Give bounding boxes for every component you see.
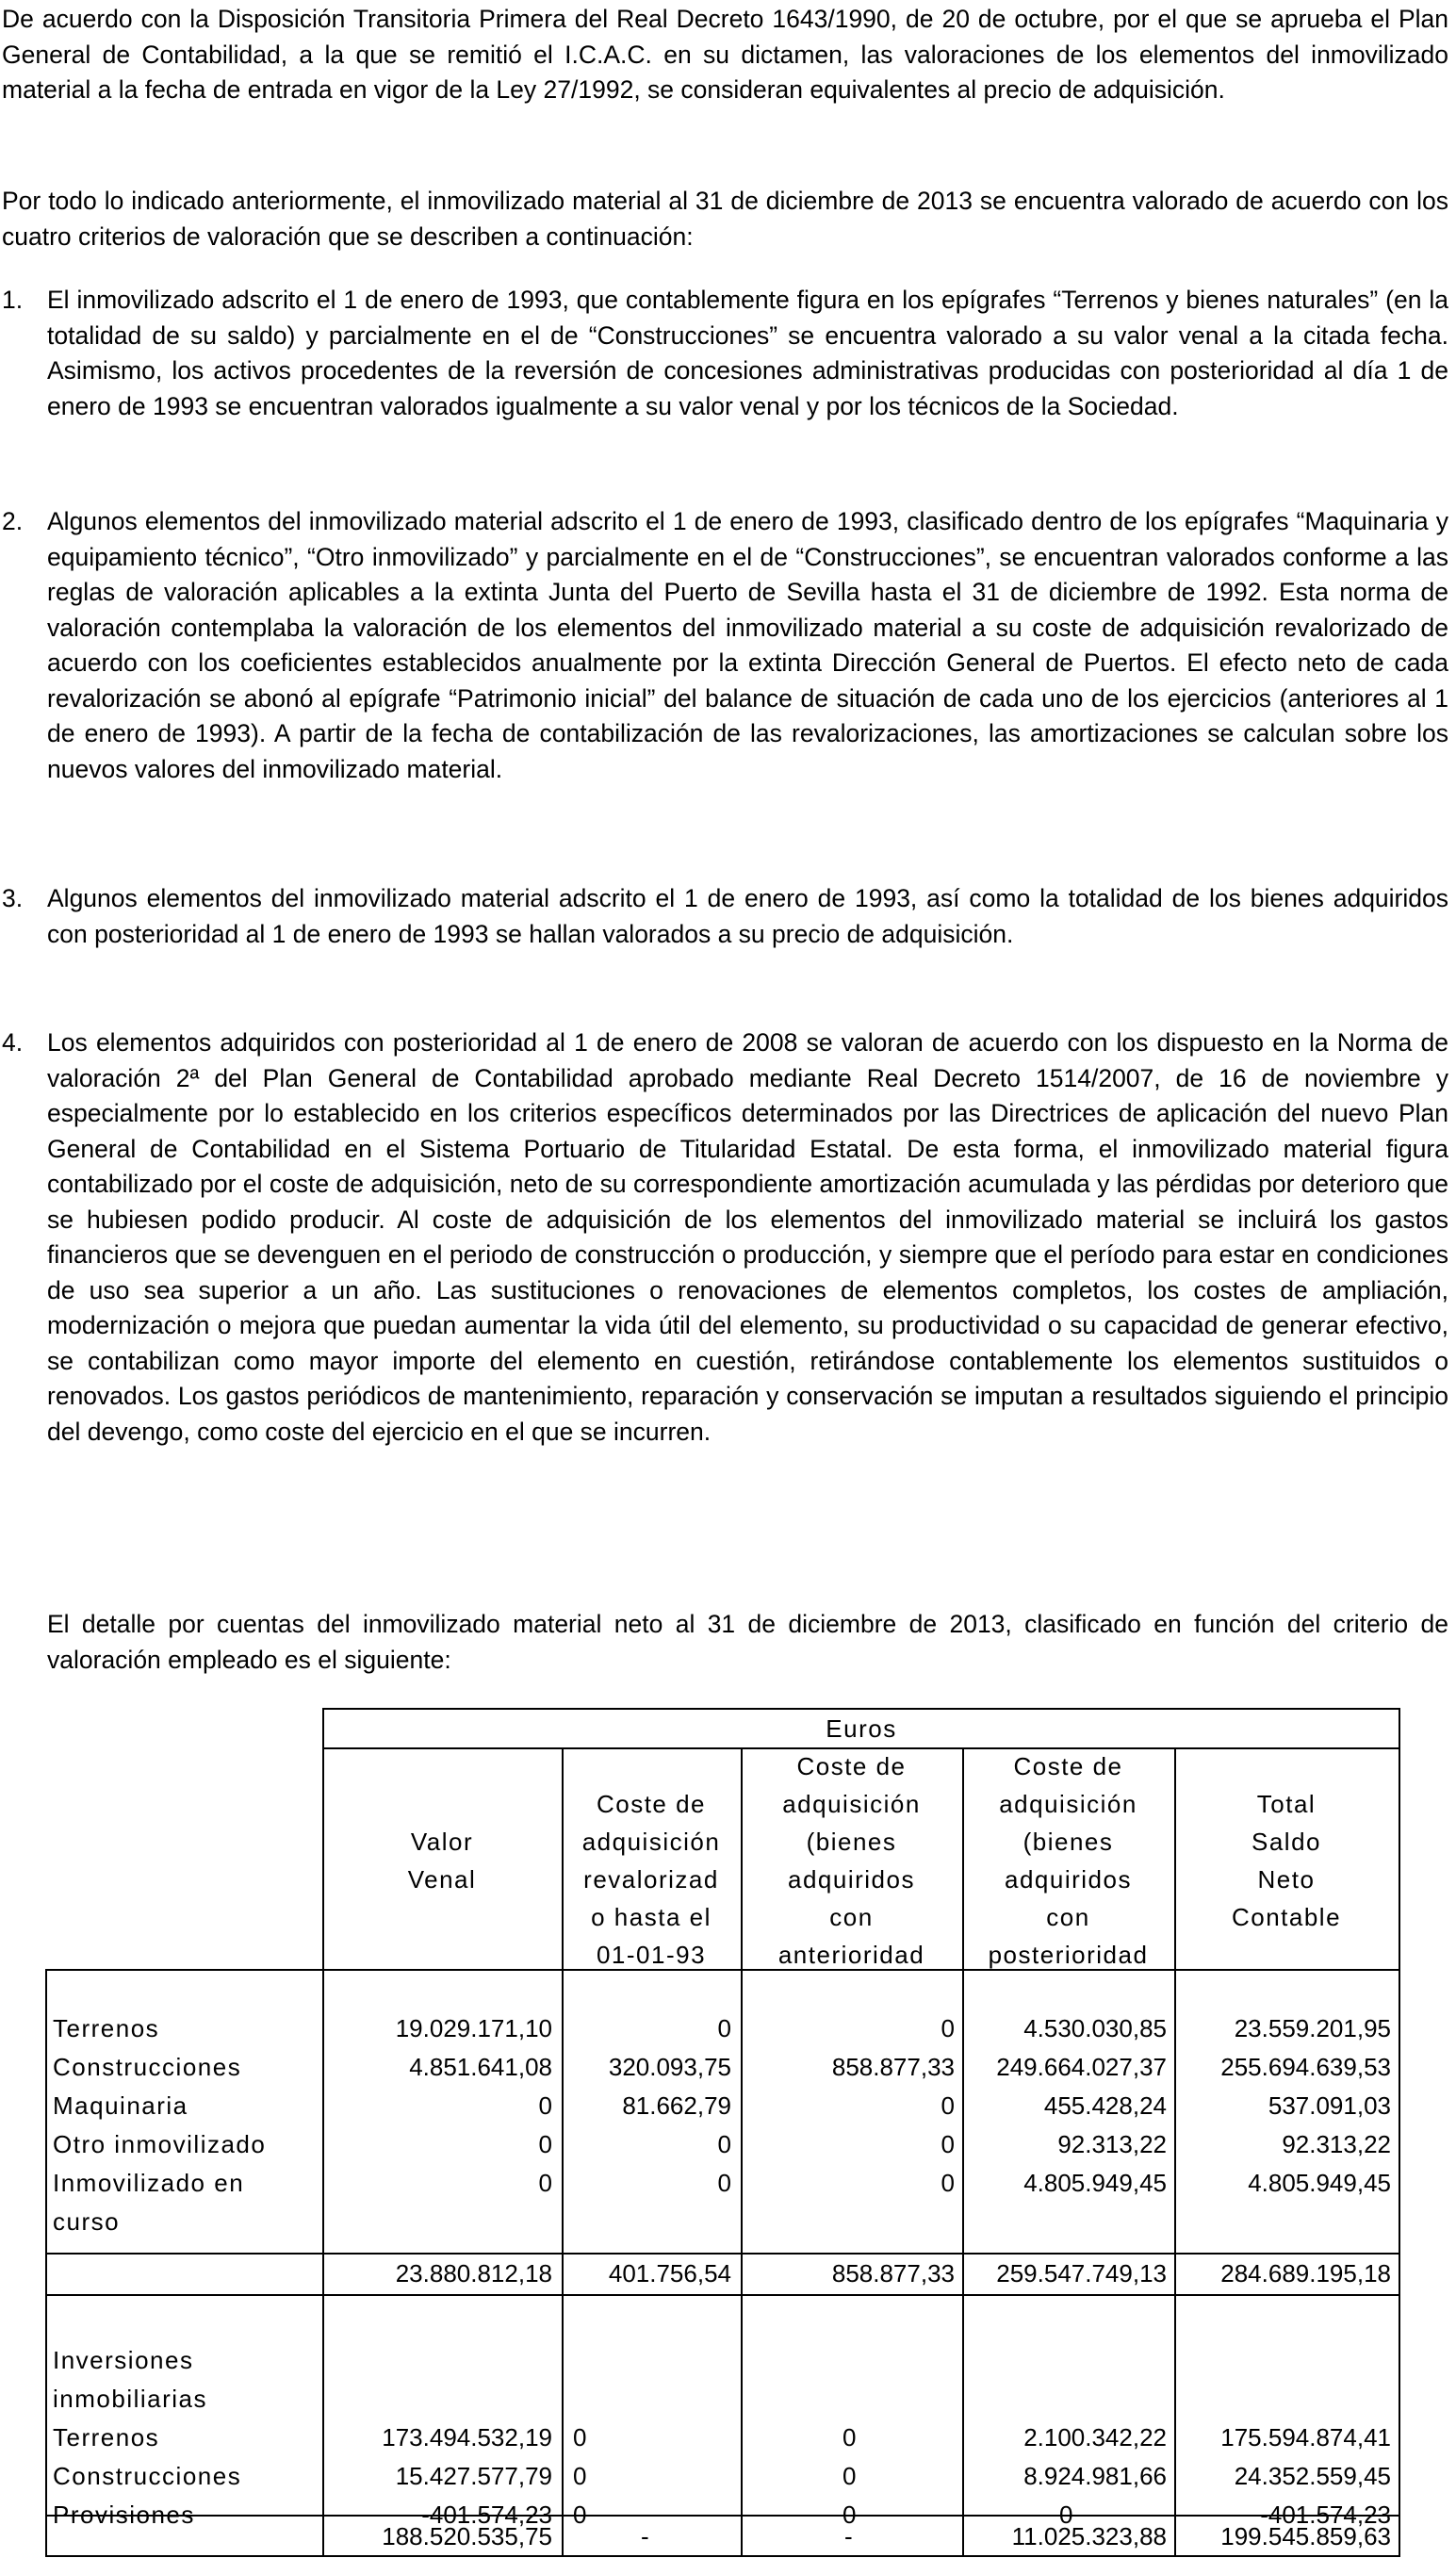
inmovilizado-table [45, 1708, 1400, 2557]
row-label: curso [53, 2207, 121, 2236]
section-heading: Inversiones [53, 2346, 194, 2374]
table-cell: 173.494.532,19 [382, 2423, 552, 2451]
subtotal-cell: 858.877,33 [831, 2259, 955, 2287]
col-header-revalorizado: Coste de adquisición revalorizad o hasta el 01-01-93 [581, 1790, 721, 1969]
table-cell: 0 [941, 2130, 955, 2158]
row-label: Otro inmovilizado [53, 2130, 267, 2158]
table-cell: 175.594.874,41 [1220, 2423, 1391, 2451]
subtotal-cell: 23.880.812,18 [395, 2259, 552, 2287]
table-cell: 0 [538, 2130, 552, 2158]
list-item-1: El inmovilizado adscrito el 1 de enero de 1993, que contablemente figura en los epígrafes “Terrenos y bienes naturales” (en la totalidad de su saldo) y parcialmente en el de “Construcciones” se encuentra valorado a su valor venal a la citada fecha. Asimismo, los activos procedentes de la reversión de concesiones administrativas producidas con posterioridad al día 1 de enero de 1993 se encuentran valorados igualmente a su valor venal y por los técnicos de la Sociedad. [47, 286, 1448, 420]
row-label: Terrenos [53, 2423, 160, 2451]
list-number-3: 3. [2, 884, 24, 912]
table-cell: 0 [573, 2423, 588, 2451]
table-cell: -401.574,23 [1260, 2501, 1391, 2529]
list-number-2: 2. [2, 507, 24, 535]
table-cell: 0 [717, 2169, 731, 2197]
list-item-3: Algunos elementos del inmovilizado material adscrito el 1 de enero de 1993, así como la totalidad de los bienes adquiridos con posterioridad al 1 de enero de 1993 se hallan valorados a su precio de adquisición. [47, 884, 1448, 948]
subtotal-cell: 188.520.535,75 [382, 2522, 552, 2550]
table-cell: 92.313,22 [1282, 2130, 1391, 2158]
subtotal-cell: 11.025.323,88 [1011, 2522, 1167, 2550]
table-cell: 0 [843, 2501, 858, 2529]
subtotal-cell: 259.547.749,13 [996, 2259, 1167, 2287]
table-cell: 8.924.981,66 [1023, 2462, 1167, 2490]
list-number-1: 1. [2, 286, 24, 314]
table-cell: 0 [538, 2091, 552, 2120]
table-cell: 92.313,22 [1057, 2130, 1167, 2158]
table-cell: 0 [717, 2130, 731, 2158]
paragraph-detalle-intro: El detalle por cuentas del inmovilizado material neto al 31 de diciembre de 2013, clasificado en función del criterio de valoración empleado es el siguiente: [47, 1610, 1448, 1674]
col-header-anterioridad: Coste de adquisición (bienes adquiridos con anterioridad [777, 1752, 925, 1969]
currency-header: Euros [826, 1714, 897, 1743]
table-cell: 0 [941, 2091, 955, 2120]
paragraph-disposicion: De acuerdo con la Disposición Transitoria Primera del Real Decreto 1643/1990, de 20 de octubre, por el que se aprueba el Plan General de Contabilidad, a la que se remitió el I.C.A.C. en su dictamen, las valoraciones de los elementos del inmovilizado material a la fecha de entrada en vigor de la Ley 27/1992, se consideran equivalentes al precio de adquisición. [2, 5, 1448, 104]
subtotal-cell: - [844, 2522, 855, 2550]
table-cell: 24.352.559,45 [1234, 2462, 1391, 2490]
section-heading: inmobiliarias [53, 2385, 207, 2413]
table-cell: 0 [843, 2462, 858, 2490]
paragraph-criterios: Por todo lo indicado anteriormente, el inmovilizado material al 31 de diciembre de 2013 se encuentra valorado de acuerdo con los cuatro criterios de valoración que se describen a continuación: [2, 187, 1448, 251]
table-cell: -401.574,23 [421, 2501, 552, 2529]
table-cell: 15.427.577,79 [395, 2462, 552, 2490]
row-label: Construcciones [53, 2462, 242, 2490]
table-cell: 0 [941, 2014, 955, 2042]
col-header-total: Total Saldo Neto Contable [1231, 1790, 1342, 1931]
table-cell: 455.428,24 [1043, 2091, 1167, 2120]
subtotal-cell: - [641, 2522, 651, 2550]
row-label: Construcciones [53, 2053, 242, 2081]
subtotal-cell: 199.545.859,63 [1220, 2522, 1391, 2550]
list-item-4: Los elementos adquiridos con posterioridad al 1 de enero de 2008 se valoran de acuerdo con los dispuesto en la Norma de valoración 2ª del Plan General de Contabilidad aprobado mediante Real Decreto 1514/2007, de 16 de noviembre y especialmente por lo establecido en los criterios específicos determinados por las Directrices de aplicación del nuevo Plan General de Contabilidad en el Sistema Portuario de Titularidad Estatal. De esta forma, el inmovilizado material figura contabilizado por el coste de adquisición, neto de su correspondiente amortización acumulada y las pérdidas por deterioro que se hubiesen podido producir. Al coste de adquisición de los elementos del inmovilizado material se incluirá los gastos financieros que se devenguen en el periodo de construcción o producción, y siempre que el período para estar en condiciones de uso sea superior a un año. Las sustituciones o renovaciones de elementos completos, los costes de ampliación, modernización o mejora que puedan aumentar la vida útil del elemento, su productividad o su capacidad de generar efectivo, se contabilizan como mayor importe del elemento en cuestión, retirándose contablemente los elementos sustituidos o renovados. Los gastos periódicos de mantenimiento, reparación y conservación se imputan a resultados siguiendo el principio del devengo, como coste del ejercicio en el que se incurren. [47, 1028, 1448, 1446]
table-cell: 0 [573, 2462, 588, 2490]
table-cell: 0 [717, 2014, 731, 2042]
col-header-posterioridad: Coste de adquisición (bienes adquiridos con posterioridad [988, 1752, 1149, 1969]
table-cell: 249.664.027,37 [996, 2053, 1167, 2081]
table-cell: 4.530.030,85 [1023, 2014, 1167, 2042]
table-cell: 0 [538, 2169, 552, 2197]
table-cell: 4.805.949,45 [1023, 2169, 1167, 2197]
table-cell: 320.093,75 [608, 2053, 731, 2081]
table-cell: 4.805.949,45 [1248, 2169, 1391, 2197]
col-header-valor-venal: Valor Venal [407, 1828, 477, 1894]
table-cell: 0 [573, 2501, 588, 2529]
list-number-4: 4. [2, 1028, 24, 1057]
row-label: Terrenos [53, 2014, 160, 2042]
table-cell: 0 [1059, 2501, 1074, 2529]
table-cell: 2.100.342,22 [1023, 2423, 1167, 2451]
row-label: Provisiones [53, 2501, 195, 2529]
table-cell: 858.877,33 [831, 2053, 955, 2081]
table-cell: 537.091,03 [1268, 2091, 1391, 2120]
list-item-2: Algunos elementos del inmovilizado material adscrito el 1 de enero de 1993, clasificado dentro de los epígrafes “Maquinaria y equipamiento técnico”, “Otro inmovilizado” y parcialmente en el de “Construcciones”, se encuentran valorados conforme a las reglas de valoración aplicables a la extinta Junta del Puerto de Sevilla hasta el 31 de diciembre de 1992. Esta norma de valoración contemplaba la valoración de los elementos del inmovilizado material a su coste de adquisición revalorizado de acuerdo con los coeficientes establecidos anualmente por la extinta Dirección General de Puertos. El efecto neto de cada revalorización se abonó al epígrafe “Patrimonio inicial” del balance de situación de cada uno de los ejercicios (anteriores al 1 de enero de 1993). A partir de la fecha de contabilización de las revalorizaciones, las amortizaciones se calculan sobre los nuevos valores del inmovilizado material. [47, 507, 1448, 783]
table-cell: 0 [941, 2169, 955, 2197]
table-cell: 23.559.201,95 [1234, 2014, 1391, 2042]
row-label: Maquinaria [53, 2091, 188, 2120]
table-cell: 4.851.641,08 [409, 2053, 552, 2081]
table-cell: 19.029.171,10 [395, 2014, 552, 2042]
table-cell: 81.662,79 [622, 2091, 731, 2120]
row-label: Inmovilizado en [53, 2169, 245, 2197]
subtotal-cell: 401.756,54 [608, 2259, 731, 2287]
subtotal-cell: 284.689.195,18 [1220, 2259, 1391, 2287]
table-cell: 255.694.639,53 [1220, 2053, 1391, 2081]
table-cell: 0 [843, 2423, 858, 2451]
